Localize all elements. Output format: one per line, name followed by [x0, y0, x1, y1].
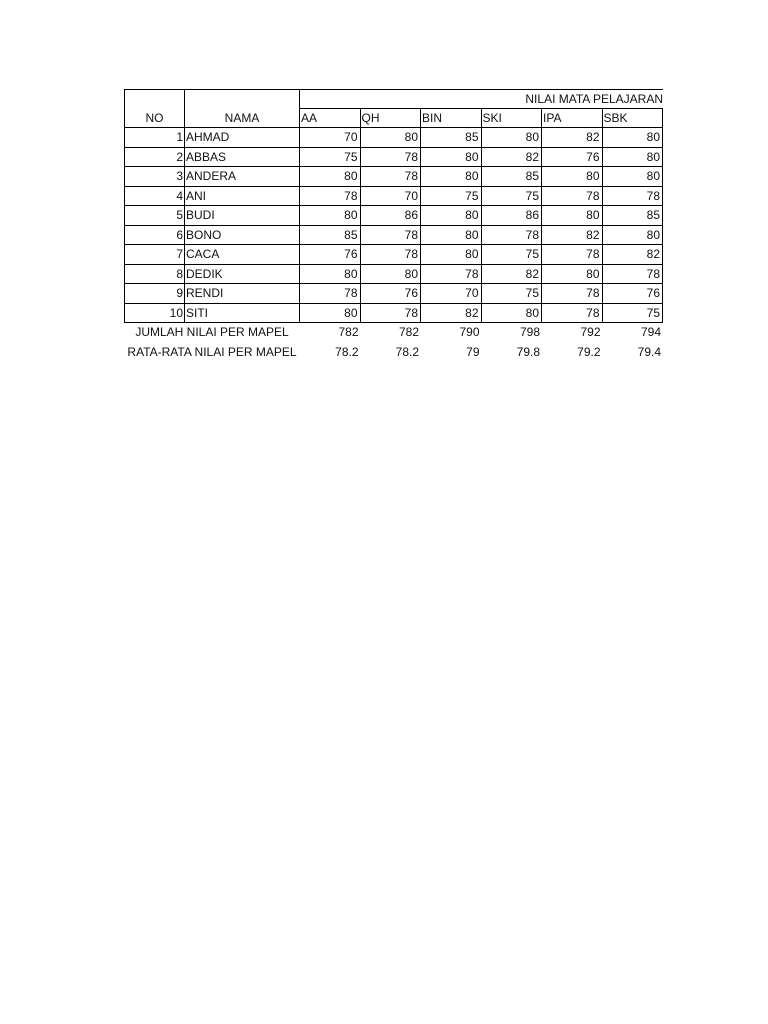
cell-score[interactable]: 75 — [421, 187, 482, 207]
cell-score[interactable]: 82 — [542, 226, 603, 246]
cell-score[interactable]: 86 — [482, 206, 543, 226]
cell-score[interactable]: 80 — [603, 167, 664, 187]
cell-score[interactable]: 80 — [603, 128, 664, 148]
cell-score[interactable]: 80 — [603, 148, 664, 168]
cell-score[interactable]: 78 — [603, 265, 664, 285]
header-subject-ski[interactable]: SKI — [482, 109, 543, 129]
cell-score[interactable]: 86 — [361, 206, 422, 226]
cell-no[interactable]: 6 — [124, 226, 185, 246]
cell-score[interactable]: 80 — [482, 304, 543, 324]
cell-score[interactable]: 85 — [482, 167, 543, 187]
cell-score[interactable]: 78 — [361, 167, 422, 187]
cell-no[interactable]: 2 — [124, 148, 185, 168]
table-row — [124, 206, 663, 226]
summary-value[interactable]: 78.2 — [335, 344, 359, 359]
summary-value[interactable]: 798 — [519, 325, 540, 339]
cell-no[interactable]: 3 — [124, 167, 185, 187]
cell-score[interactable]: 70 — [421, 284, 482, 304]
cell-score[interactable]: 75 — [482, 284, 543, 304]
table-row — [124, 265, 663, 285]
cell-nama[interactable]: BUDI — [185, 206, 300, 226]
cell-score[interactable]: 80 — [361, 128, 422, 148]
summary-row — [124, 343, 663, 363]
summary-value[interactable]: 79.4 — [637, 344, 661, 359]
cell-no[interactable]: 5 — [124, 206, 185, 226]
header-subject-aa[interactable]: AA — [300, 109, 361, 129]
header-subject-sbk[interactable]: SBK — [603, 109, 664, 129]
cell-score[interactable]: 78 — [361, 226, 422, 246]
table-row — [124, 148, 663, 168]
cell-score[interactable]: 80 — [603, 226, 664, 246]
cell-score[interactable]: 82 — [482, 265, 543, 285]
cell-score[interactable]: 80 — [542, 167, 603, 187]
cell-nama[interactable]: ABBAS — [185, 148, 300, 168]
cell-score[interactable]: 80 — [421, 167, 482, 187]
table-row — [124, 284, 663, 304]
cell-score[interactable]: 78 — [603, 187, 664, 207]
cell-score[interactable]: 76 — [542, 148, 603, 168]
cell-score[interactable]: 82 — [482, 148, 543, 168]
cell-score[interactable]: 78 — [361, 304, 422, 324]
summary-label[interactable]: JUMLAH NILAI PER MAPEL — [135, 325, 289, 339]
cell-score[interactable]: 70 — [300, 128, 361, 148]
cell-score[interactable]: 85 — [421, 128, 482, 148]
cell-score[interactable]: 80 — [300, 206, 361, 226]
summary-value[interactable]: 78.2 — [395, 344, 419, 359]
cell-score[interactable]: 75 — [482, 187, 543, 207]
cell-no[interactable]: 1 — [124, 128, 185, 148]
summary-value[interactable]: 792 — [580, 325, 601, 339]
header-subjects — [300, 109, 663, 129]
cell-nama[interactable]: ANDERA — [185, 167, 300, 187]
header-subject-group — [300, 89, 663, 128]
cell-no[interactable]: 4 — [124, 187, 185, 207]
cell-score[interactable]: 75 — [300, 148, 361, 168]
cell-score[interactable]: 80 — [421, 148, 482, 168]
summary-row — [124, 323, 663, 343]
cell-score[interactable]: 78 — [300, 187, 361, 207]
cell-score[interactable]: 78 — [421, 265, 482, 285]
cell-nama[interactable]: ANI — [185, 187, 300, 207]
header-subject-bin[interactable]: BIN — [421, 109, 482, 129]
cell-score[interactable]: 78 — [361, 148, 422, 168]
header-nama[interactable]: NAMA — [185, 89, 300, 128]
cell-score[interactable]: 75 — [603, 304, 664, 324]
summary-label[interactable]: RATA-RATA NILAI PER MAPEL — [127, 344, 297, 359]
table-row — [124, 226, 663, 246]
header-nilai-mata-pelajaran[interactable]: NILAI MATA PELAJARAN — [300, 89, 663, 109]
cell-score[interactable]: 78 — [542, 284, 603, 304]
cell-score[interactable]: 78 — [542, 304, 603, 324]
grade-table — [124, 89, 663, 362]
cell-score[interactable]: 76 — [361, 284, 422, 304]
summary-value[interactable]: 790 — [459, 325, 480, 339]
table-summary — [124, 323, 663, 362]
cell-nama[interactable]: SITI — [185, 304, 300, 324]
cell-score[interactable]: 82 — [421, 304, 482, 324]
cell-score[interactable]: 78 — [361, 245, 422, 265]
cell-score[interactable]: 80 — [300, 265, 361, 285]
table-row — [124, 128, 663, 148]
cell-score[interactable]: 76 — [300, 245, 361, 265]
summary-value[interactable]: 782 — [338, 325, 359, 339]
header-subject-ipa[interactable]: IPA — [542, 109, 603, 129]
cell-no[interactable]: 8 — [124, 265, 185, 285]
table-row — [124, 187, 663, 207]
header-no[interactable]: NO — [124, 89, 185, 128]
cell-score[interactable]: 80 — [421, 226, 482, 246]
cell-score[interactable]: 80 — [421, 206, 482, 226]
cell-score[interactable]: 80 — [542, 265, 603, 285]
cell-score[interactable]: 80 — [482, 128, 543, 148]
summary-value[interactable]: 782 — [398, 325, 419, 339]
cell-score[interactable]: 76 — [603, 284, 664, 304]
cell-nama[interactable]: RENDI — [185, 284, 300, 304]
cell-score[interactable]: 78 — [300, 284, 361, 304]
header-subject-qh[interactable]: QH — [361, 109, 422, 129]
cell-score[interactable]: 70 — [361, 187, 422, 207]
cell-score[interactable]: 82 — [542, 128, 603, 148]
table-row — [124, 245, 663, 265]
cell-score[interactable]: 80 — [542, 206, 603, 226]
table-body — [124, 128, 663, 323]
cell-nama[interactable]: CACA — [185, 245, 300, 265]
cell-score[interactable]: 85 — [603, 206, 664, 226]
table-row — [124, 167, 663, 187]
cell-score[interactable]: 80 — [421, 245, 482, 265]
cell-no[interactable]: 9 — [124, 284, 185, 304]
cell-score[interactable]: 75 — [482, 245, 543, 265]
cell-score[interactable]: 78 — [482, 226, 543, 246]
cell-score[interactable]: 78 — [542, 245, 603, 265]
summary-value[interactable]: 79.2 — [577, 344, 601, 359]
summary-value[interactable]: 79.8 — [516, 344, 540, 359]
table-row — [124, 304, 663, 324]
cell-score[interactable]: 82 — [603, 245, 664, 265]
cell-score[interactable]: 80 — [361, 265, 422, 285]
cell-no[interactable]: 7 — [124, 245, 185, 265]
cell-score[interactable]: 80 — [300, 167, 361, 187]
cell-score[interactable]: 80 — [300, 304, 361, 324]
cell-nama[interactable]: DEDIK — [185, 265, 300, 285]
cell-nama[interactable]: BONO — [185, 226, 300, 246]
summary-value[interactable]: 79 — [466, 344, 480, 359]
summary-value[interactable]: 794 — [640, 325, 661, 339]
cell-score[interactable]: 78 — [542, 187, 603, 207]
cell-nama[interactable]: AHMAD — [185, 128, 300, 148]
table-header — [124, 89, 663, 128]
cell-score[interactable]: 85 — [300, 226, 361, 246]
cell-no[interactable]: 10 — [124, 304, 185, 324]
